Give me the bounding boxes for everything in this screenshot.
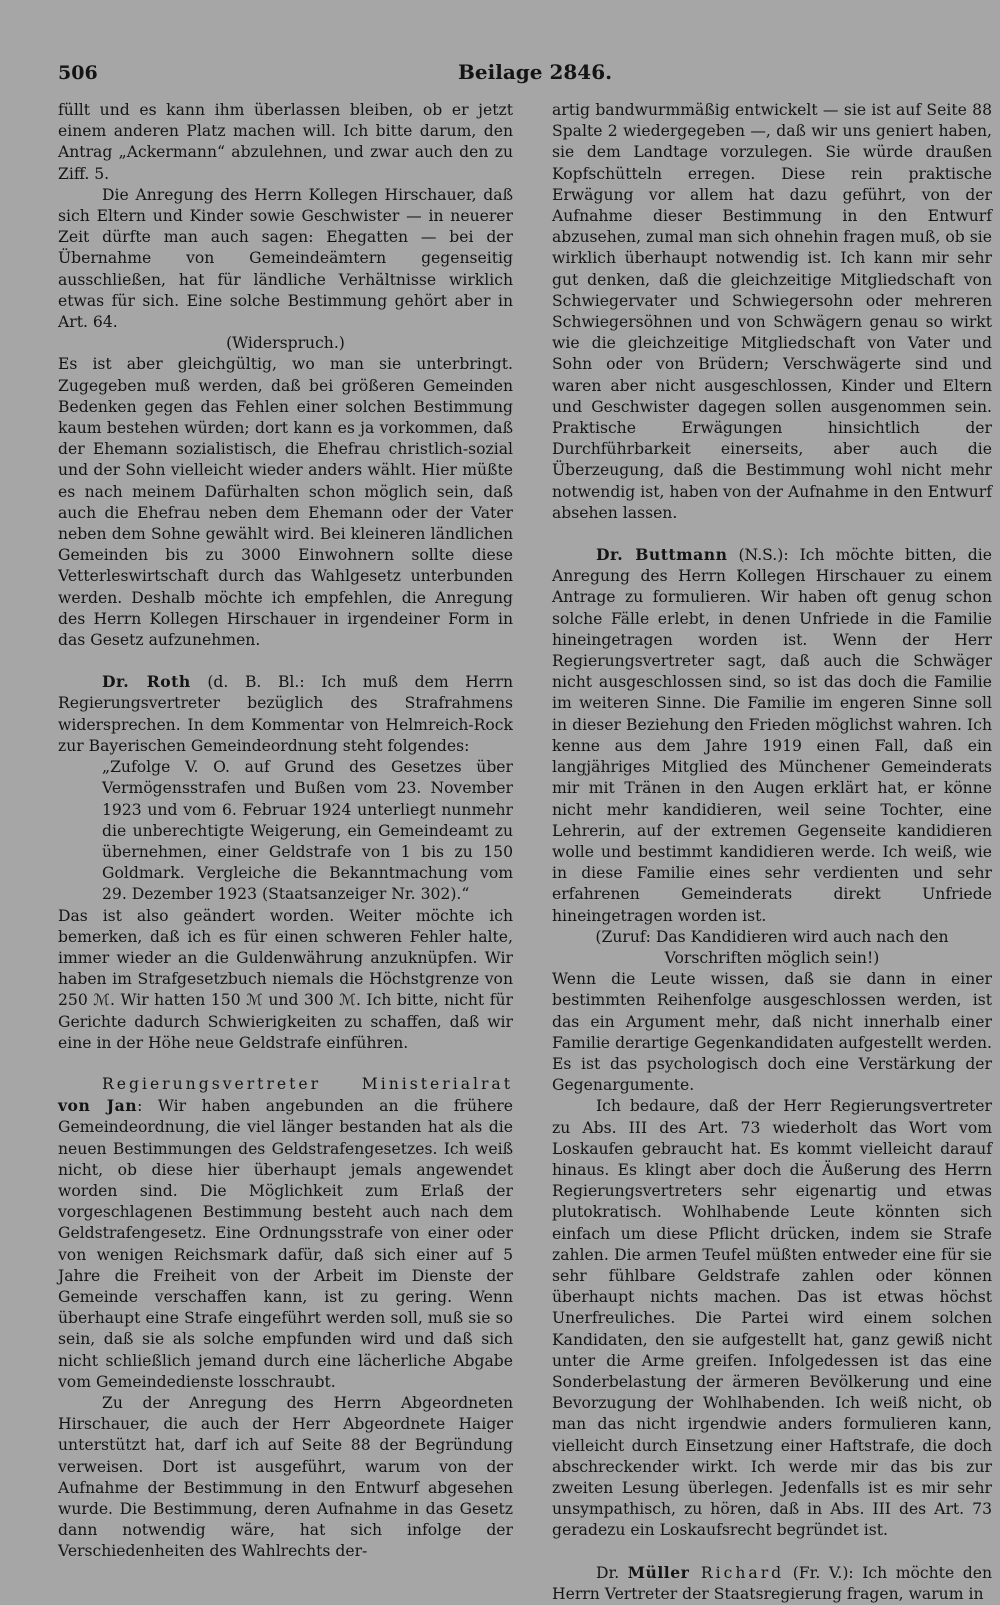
spacer [58,651,513,671]
speaker-name: Dr. Buttmann [596,545,728,565]
speech-text: (Fr. V.): Ich möchte den Herrn Vertreter der Staatsregierung fragen, warum in [552,1563,992,1603]
speech-text: (d. B. Bl.: Ich muß dem Herrn Regierungsvertreter bezüglich des Strafrahmens widersprechen. In dem Kommentar von Helmreich-Rock zur Bayerischen Gemeindeordnung steht folgendes: [58,673,513,755]
speaker-role: Regierungsvertreter Ministerialrat [102,1074,513,1093]
left-column [58,100,513,1563]
speaker-name: von Jan [58,1096,138,1116]
paragraph: füllt und es kann ihm überlassen bleiben, ob er jetzt einem anderen Platz machen will. Ich bitte darum, den Antrag „Ackermann“ abzulehnen, und zwar auch den zu Ziff. 5. [58,101,513,183]
paragraph: Die Anregung des Herrn Kollegen Hirschauer, daß sich Eltern und Kinder sowie Geschwister — in neuerer Zeit dürfte man auch sagen: Ehegatten — bei der Übernahme von Gemeindeämtern gegenseitig ausschließen, hat für ländliche Verhältnisse wirklich etwas für sich. Eine solche Bestimmung gehört aber in Art. 64. [58,185,513,332]
paragraph: Ich bedaure, daß der Herr Regierungsvertreter zu Abs. III des Art. 73 wiederholt das Wort vom Loskaufen gebraucht hat. Es kommt vielleicht darauf hinaus. Es klingt aber doch die Äußerung des Herrn Regierungsvertreters sehr eigenartig und etwas plutokratisch. Wohlhabende Leute könnten sich einfach um diese Pflicht drücken, indem sie Strafe zahlen. Die armen Teufel müßten entweder eine für sie sehr fühlbare Geldstrafe zahlen oder können überhaupt nichts machen. Das ist etwas höchst Unerfreuliches. Die Partei wird einem solchen Kandidaten, den sie aufgestellt hat, ganz gewiß nicht unter die Arme greifen. Infolgedessen ist das eine Sonderbelastung der ärmeren Bevölkerung und eine Bevorzugung der Wohlhabenden. Ich weiß nicht, ob man das nicht irgendwie anders formulieren kann, vielleicht durch Einsetzung einer Haftstrafe, die doch abschreckender wirkt. Ich werde mir das bis zur zweiten Lesung überlegen. Jedenfalls ist es mir sehr unsympathisch, zu hören, daß in Abs. III des Art. 73 geradezu ein Loskaufsrecht begründet ist. [552,1097,992,1540]
speech-buttmann [552,544,992,927]
speaker-given-name: Richard [689,1563,785,1582]
page-title: Beilage 2846. [458,60,613,84]
spacer [552,1542,992,1562]
interjection: (Widerspruch.) [226,334,345,353]
speech-roth [58,671,513,757]
paragraph: artig bandwurmmäßig entwickelt — sie ist auf Seite 88 Spalte 2 wiedergegeben —, daß wir uns geniert haben, sie dem Landtage vorzulegen. Sie würde draußen Kopfschütteln erregen. Diese rein praktische Erwägung vor allem hat dazu geführt, von der Aufnahme dieser Bestimmung in den Entwurf abzusehen, zumal man sich ohnehin fragen muß, ob sie wirklich überhaupt notwendig ist. Ich kann mir sehr gut denken, daß die gleichzeitige Mitgliedschaft von Schwiegervater und Schwiegersohn oder mehreren Schwiegersöhnen und von Schwägern genau so wirkt wie die gleichzeitige Mitgliedschaft von Vater und Sohn oder von Brüdern; Verschwägerte sind und waren aber nicht ausgeschlossen, Kinder und Eltern und Geschwister dagegen sollen ausgenommen sein. Praktische Erwägungen hinsichtlich der Durchführbarkeit einerseits, aber auch die Überzeugung, daß die Bestimmung wohl nicht mehr notwendig ist, haben von der Aufnahme in den Entwurf absehen lassen. [552,101,992,522]
speech-von-jan [58,1074,513,1393]
speaker-name: Müller [627,1562,690,1582]
speech-text: (N.S.): Ich möchte bitten, die Anregung des Herrn Kollegen Hirschauer zu einem Antrage zu formulieren. Wir haben oft genug schon solche Fälle erlebt, in denen Unfriede in die Familie hineingetragen worden ist. Wenn der Herr Regierungsvertreter sagt, daß auch die Schwäger nicht ausgeschlossen sind, so ist das doch die Familie im weiteren Sinne. Die Familie im engeren Sinne soll in dieser Beziehung den Frieden möglichst wahren. Ich kenne aus dem Jahre 1919 einen Fall, daß ein langjähriges Mitglied des Münchener Gemeinderats mir mit Tränen in den Augen erklärt hat, er könne nicht mehr kandidieren, weil seine Tochter, eine Lehrerin, auf der extremen Gegenseite kandidieren wolle und bestimmt kandidieren werde. Ich weiß, wie in diese Familie eines sehr verdienten und sehr erfahrenen Gemeinderats direkt Unfriede hineingetragen worden ist. [552,546,992,925]
paragraph: Wenn die Leute wissen, daß sie dann in einer bestimmten Reihenfolge ausgeschlossen werden, ist das ein Argument mehr, daß nicht innerhalb einer Familie derartige Gegenkandidaten aufgestellt werden. Es ist das psychologisch doch eine Verstärkung der Gegenargumente. [552,970,992,1095]
spacer [552,524,992,544]
quotation: „Zufolge V. O. auf Grund des Gesetzes über Vermögensstrafen und Bußen vom 23. November 1923 und vom 6. Februar 1924 unterliegt nunmehr die unberechtigte Weigerung, ein Gemeindeamt zu übernehmen, einer Geldstrafe von 1 bis zu 150 Goldmark. Vergleiche die Bekanntmachung vom 29. Dezember 1923 (Staatsanzeiger Nr. 302).“ [102,758,513,904]
interjection: (Zuruf: Das Kandidieren wird auch nach den Vorschriften möglich sein!) [595,927,949,967]
paragraph: Zu der Anregung des Herrn Abgeordneten Hirschauer, die auch der Herr Abgeordnete Haiger unterstützt hat, darf ich auf Seite 88 der Begründung verweisen. Dort ist ausgeführt, warum von der Aufnahme der Bestimmung in den Entwurf abgesehen wurde. Die Bestimmung, deren Aufnahme in das Gesetz dann notwendig wäre, hat sich infolge der Verschiedenheiten des Wahlrechts der- [58,1393,513,1561]
paragraph: Es ist aber gleichgültig, wo man sie unterbringt. Zugegeben muß werden, daß bei größeren Gemeinden Bedenken gegen das Fehlen einer solchen Bestimmung kaum bestehen würden; dort kann es ja vorkommen, daß der Ehemann sozialistisch, die Ehefrau christlich-sozial und der Sohn vielleicht wieder anders wählt. Hier müßte es nach meinem Dafürhalten schon möglich sein, daß auch die Ehefrau neben dem Ehemann oder der Vater neben dem Sohne gewählt wird. Bei kleineren ländlichen Gemeinden bis zu 3000 Einwohnern sollte diese Vetterleswirtschaft durch das Wahlgesetz unterbunden werden. Deshalb möchte ich empfehlen, die Anregung des Herrn Kollegen Hirschauer in irgendeiner Form in das Gesetz aufzunehmen. [58,355,513,650]
page-number: 506 [58,62,98,84]
spacer [58,1054,513,1074]
speaker-prefix: Dr. [596,1563,628,1582]
speech-text: : Wir haben angebunden an die frühere Gemeindeordnung, die viel länger bestanden hat als die neuen Bestimmungen des Geldstrafengesetzes. Ich weiß nicht, ob diese hier überhaupt jemals angewendet worden sind. Die Möglichkeit zum Erlaß der vorgeschlagenen Bestimmung besteht auch nach dem Geldstrafengesetz. Eine Ordnungsstrafe von einer oder von wenigen Reichsmark dafür, daß sich einer auf 5 Jahre die Freiheit von der Arbeit im Dienste der Gemeinde verschaffen kann, ist zu gering. Wenn überhaupt eine Strafe eingeführt werden soll, muß sie so sein, daß sie als solche empfunden wird und daß sich nicht schließlich jemand durch eine lächerliche Abgabe vom Gemeindedienste losschraubt. [58,1097,513,1391]
speech-mueller [552,1562,992,1605]
right-column [552,100,992,1605]
speaker-name: Dr. Roth [102,672,191,692]
paragraph: Das ist also geändert worden. Weiter möchte ich bemerken, daß ich es für einen schweren Fehler halte, immer wieder an die Guldenwährung anzuknüpfen. Wir haben im Strafgesetzbuch niemals die Höchstgrenze von 250 ℳ. Wir hatten 150 ℳ und 300 ℳ. Ich bitte, nicht für Gerichte dadurch Schwierigkeiten zu schaffen, daß wir eine in der Höhe neue Geldstrafe einführen. [58,906,513,1052]
